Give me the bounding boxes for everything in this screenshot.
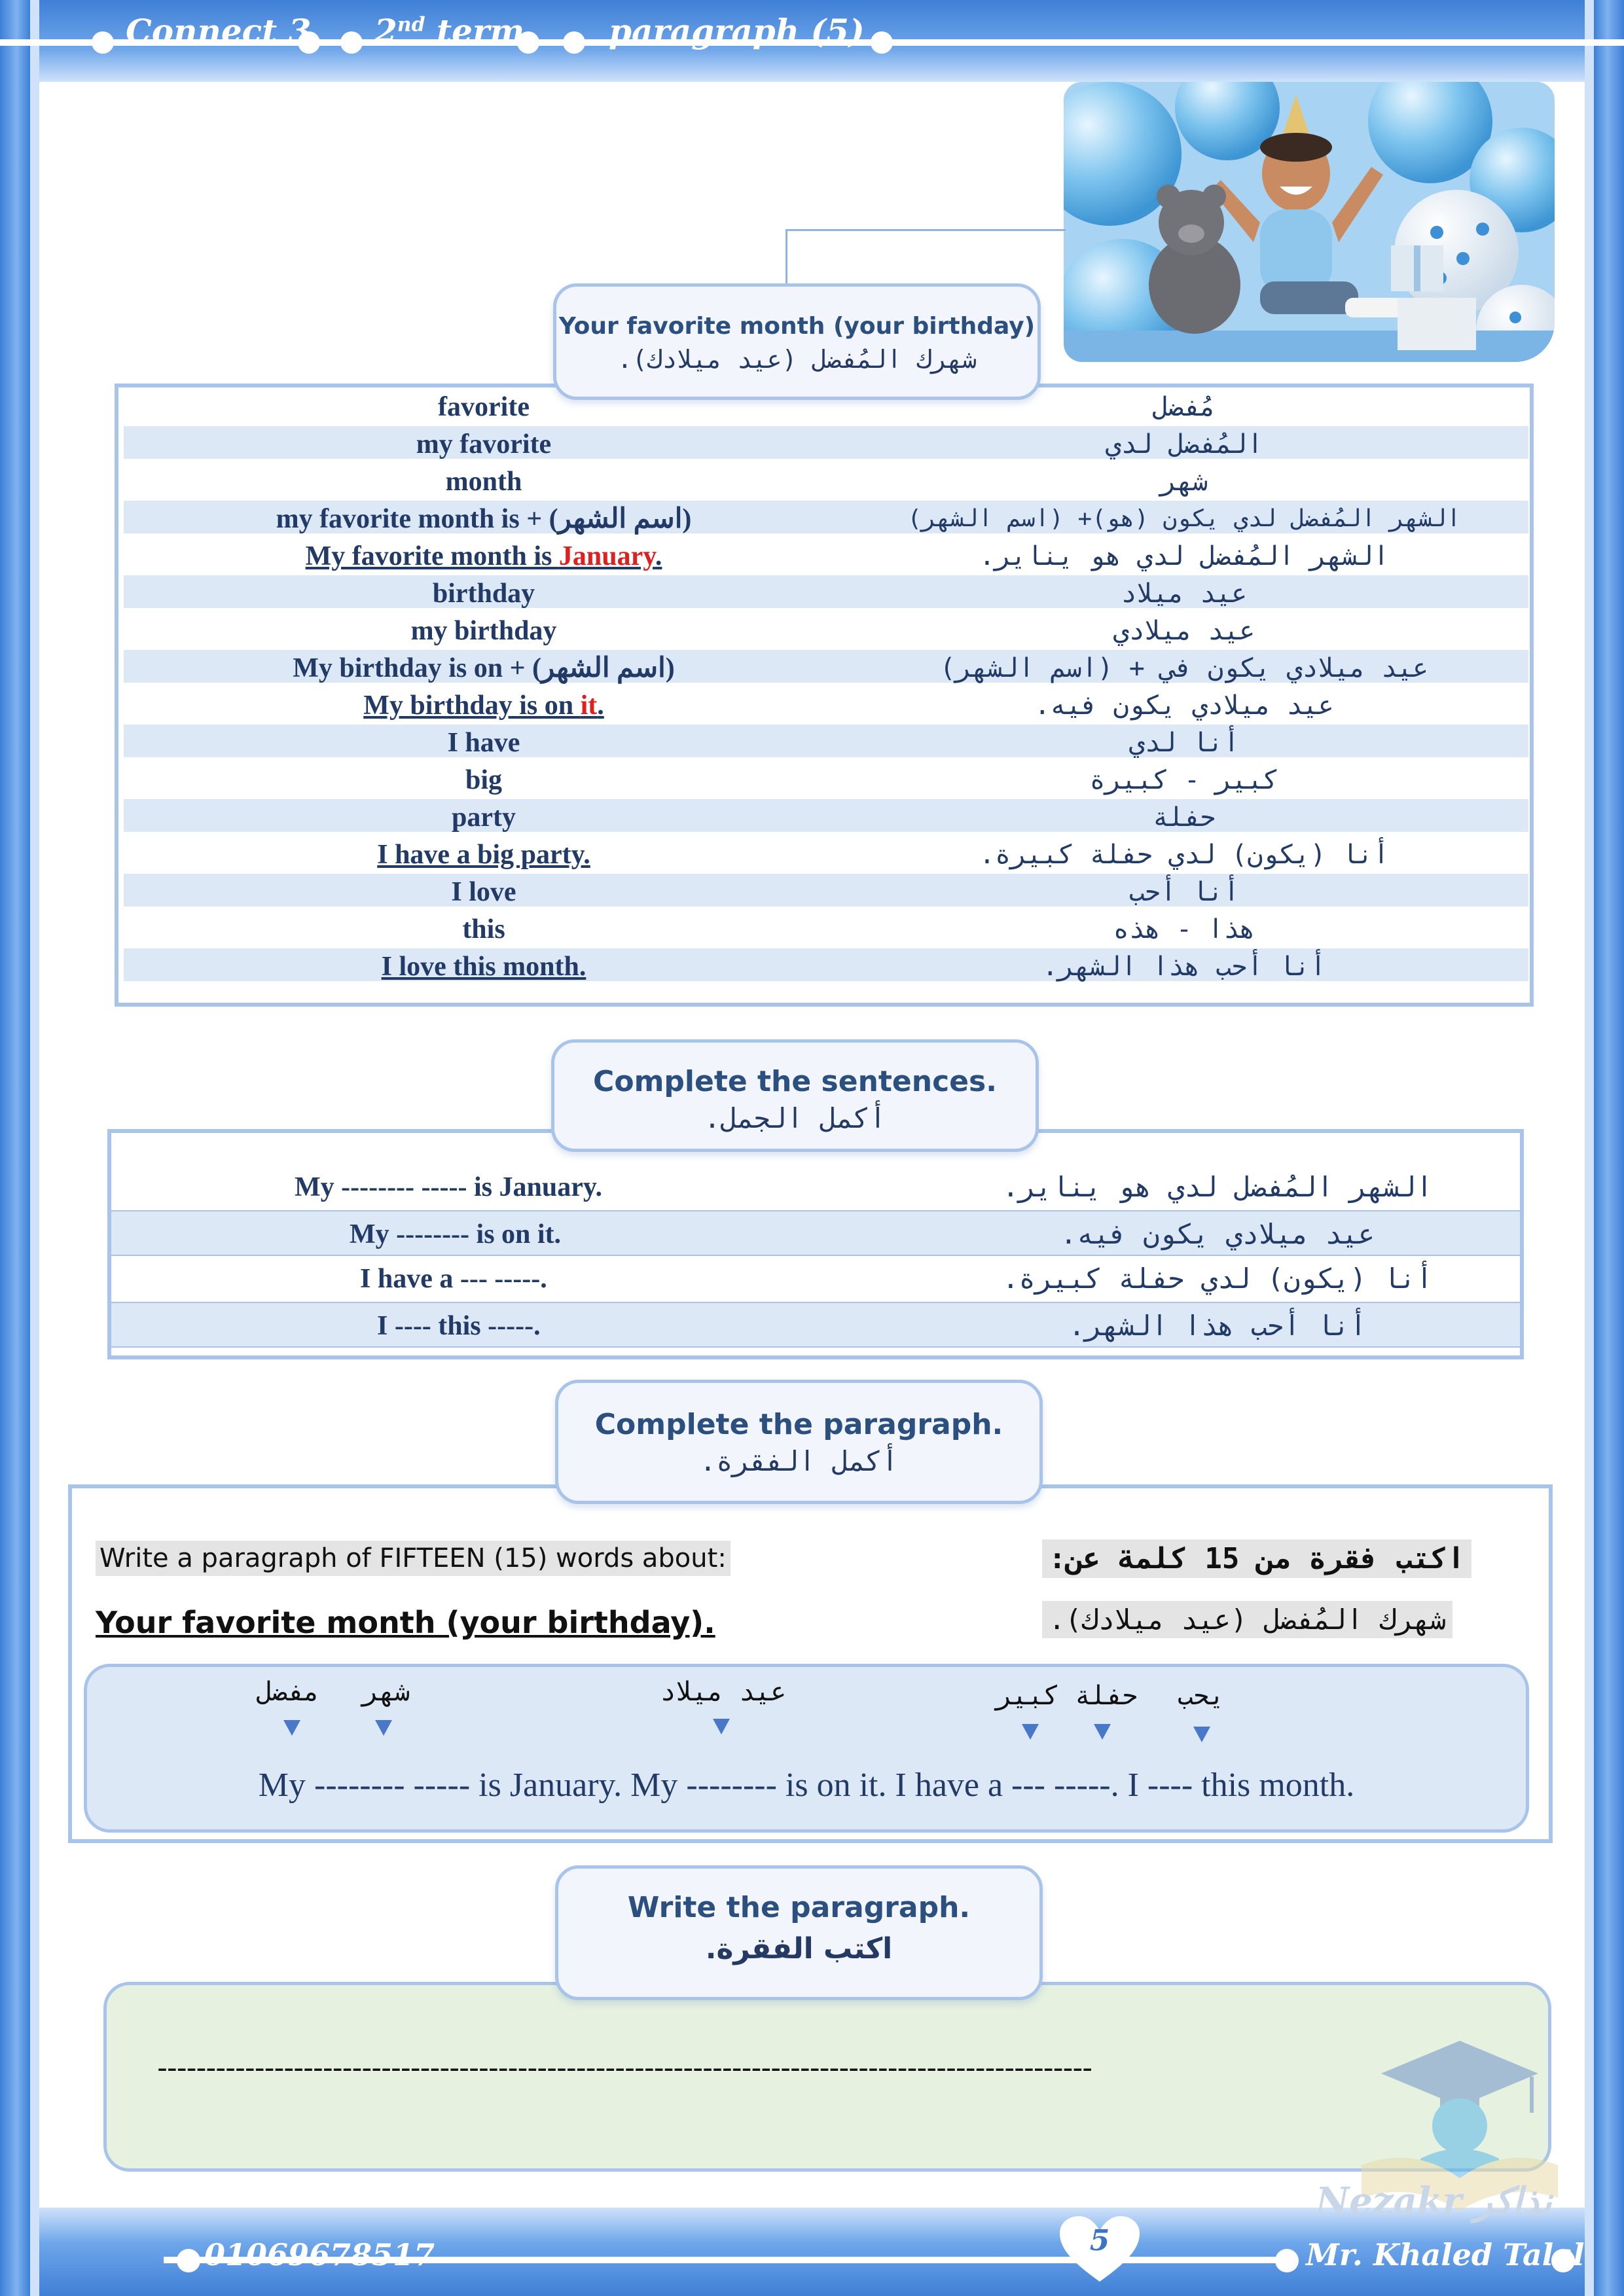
footer-dot [177, 2249, 200, 2272]
sentence-row [111, 1164, 1520, 1210]
vocab-en: I have a big party. [377, 840, 590, 870]
vocab-row [124, 538, 1528, 571]
vocab-row [124, 501, 1528, 533]
vocab-row [124, 874, 1528, 906]
sentence-ar: أنا (يكون) لدي حفلة كبيرة. [1002, 1263, 1433, 1295]
vocab-row [124, 575, 1528, 608]
sentences-title-ar: أكمل الجمل. [704, 1102, 886, 1134]
sentences-table [107, 1129, 1524, 1359]
term-label: 2nd term [374, 12, 525, 50]
header-dot [92, 31, 114, 54]
hint-word: شهر [362, 1677, 410, 1707]
vocab-ar: المُفضل لدي [1105, 429, 1263, 459]
footer-dot [1275, 2249, 1299, 2272]
sentence-en: I have a --- -----. [360, 1264, 547, 1294]
vocab-en: I love this month. [381, 952, 586, 982]
sentence-en: My -------- is on it. [350, 1219, 562, 1249]
vocab-row [124, 911, 1528, 944]
watermark-text: Nezakr نذاكر [1316, 2179, 1552, 2223]
vocab-row [124, 687, 1528, 720]
vocab-ar: عيد ميلادي يكون في + (اسم الشهر) [939, 653, 1429, 683]
header-dot [563, 31, 585, 54]
arrow-down-icon [713, 1719, 730, 1734]
vocab-row [124, 725, 1528, 757]
vocab-ar: الشهر المُفضل لدي هو يناير. [979, 541, 1390, 571]
arrow-down-icon [283, 1720, 300, 1736]
vocab-ar: أنا لدي [1128, 728, 1240, 758]
vocab-en: my favorite [416, 429, 552, 459]
right-border [1594, 0, 1624, 2296]
vocab-ar: أنا (يكون) لدي حفلة كبيرة. [979, 840, 1390, 870]
vocab-en: big [465, 765, 503, 795]
author-name: Mr. Khaled Talal [1306, 2237, 1585, 2272]
vocab-en: My birthday is on + (اسم الشهر) [293, 653, 675, 683]
vocab-ar: عيد ميلادي [1113, 616, 1255, 646]
right-border-inner [1585, 0, 1594, 2296]
instruction-en: Write a paragraph of FIFTEEN (15) words about: [96, 1541, 731, 1576]
write-title-en: Write the paragraph. [627, 1891, 971, 1924]
phone-number: 01069678517 [204, 2237, 435, 2272]
vocab-en: month [445, 467, 522, 497]
sentence-row [111, 1210, 1520, 1256]
topic-title-ar: شهرك المُفضل (عيد ميلادك). [617, 345, 977, 374]
vocabulary-table [115, 384, 1534, 1007]
vocab-en: this [462, 914, 505, 944]
paragraph-text: My -------- ----- is January. My -------- is on it. I have a --- -----. I ---- this month. [258, 1767, 1355, 1804]
sentence-en: I ---- this -----. [377, 1311, 541, 1341]
write-callout [555, 1865, 1043, 2000]
vocab-ar: هذا - هذه [1113, 914, 1255, 944]
vocab-en: I have [447, 728, 520, 758]
vocab-row [124, 948, 1528, 981]
vocab-ar: عيد ميلادي يكون فيه. [1034, 691, 1334, 721]
vocab-ar: كبير - كبيرة [1089, 765, 1279, 795]
lesson-title: paragraph (5) [609, 12, 865, 50]
sentences-callout [551, 1039, 1039, 1152]
vocab-en: My favorite month is January. [305, 541, 662, 571]
vocab-ar: مُفضل [1152, 392, 1216, 422]
sentence-ar: الشهر المُفضل لدي هو يناير. [1002, 1171, 1433, 1203]
vocab-en: birthday [432, 579, 535, 609]
vocab-en: my favorite month is + (اسم الشهر) [276, 504, 692, 534]
sentence-row [111, 1256, 1520, 1302]
vocab-row [124, 613, 1528, 645]
birthday-photo [1064, 82, 1555, 362]
book-title: Connect 3 [126, 12, 312, 50]
arrow-down-icon [1094, 1724, 1111, 1740]
arrow-down-icon [1193, 1727, 1210, 1742]
topic-en: Your favorite month (your birthday). [96, 1605, 715, 1640]
arrow-down-icon [375, 1720, 392, 1736]
vocab-row [124, 650, 1528, 683]
vocab-ar: حفلة [1152, 802, 1216, 833]
vocab-en: my birthday [410, 616, 557, 646]
vocab-ar: أنا أحب [1128, 877, 1240, 907]
arrow-down-icon [1022, 1724, 1039, 1740]
vocab-row [124, 426, 1528, 459]
paragraph-title-en: Complete the paragraph. [594, 1408, 1003, 1441]
hint-word: حفلة [1074, 1681, 1138, 1711]
hint-word: عيد ميلاد [660, 1677, 787, 1707]
paragraph-callout [555, 1380, 1043, 1504]
vocab-en: I love [451, 877, 516, 907]
instruction-ar: اكتب فقرة من 15 كلمة عن: [1042, 1539, 1471, 1578]
topic-ar: شهرك المُفضل (عيد ميلادك). [1042, 1601, 1453, 1638]
hint-word: مفضل [256, 1677, 320, 1707]
vocab-en: party [452, 802, 516, 833]
vocab-en: My birthday is on it. [363, 691, 604, 721]
vocab-ar: عيد ميلاد [1121, 579, 1248, 609]
sentence-en: My -------- ----- is January. [295, 1172, 603, 1202]
sentence-ar: عيد ميلادي يكون فيه. [1060, 1218, 1375, 1250]
vocab-en: favorite [438, 392, 530, 422]
vocab-row [124, 463, 1528, 496]
header-dot [340, 31, 363, 54]
vocab-ar: شهر [1160, 467, 1208, 497]
topic-callout [553, 283, 1041, 400]
paragraph-title-ar: أكمل الفقرة. [699, 1445, 899, 1477]
topic-title-en: Your favorite month (your birthday) [558, 313, 1036, 340]
left-border [0, 0, 30, 2296]
sentence-row [111, 1302, 1520, 1348]
connector-line [785, 229, 1066, 285]
writing-line: ------------------------------------------------------------------------------------------------ [157, 2051, 1092, 2085]
page-number: 5 [1089, 2224, 1110, 2257]
vocab-row [124, 799, 1528, 832]
sentences-title-en: Complete the sentences. [593, 1065, 997, 1098]
vocab-ar: الشهر المُفضل لدي يكون (هو)+ (اسم الشهر) [907, 505, 1461, 532]
hint-word: يحب [1177, 1681, 1225, 1711]
vocab-ar: أنا أحب هذا الشهر. [1042, 952, 1326, 982]
hint-word: كبير [996, 1681, 1060, 1711]
sentence-ar: أنا أحب هذا الشهر. [1068, 1310, 1367, 1342]
header-dot [871, 31, 893, 54]
vocab-row [124, 836, 1528, 869]
write-title-ar: اكتب الفقرة. [705, 1932, 893, 1965]
vocab-row [124, 762, 1528, 795]
left-border-inner [30, 0, 39, 2296]
